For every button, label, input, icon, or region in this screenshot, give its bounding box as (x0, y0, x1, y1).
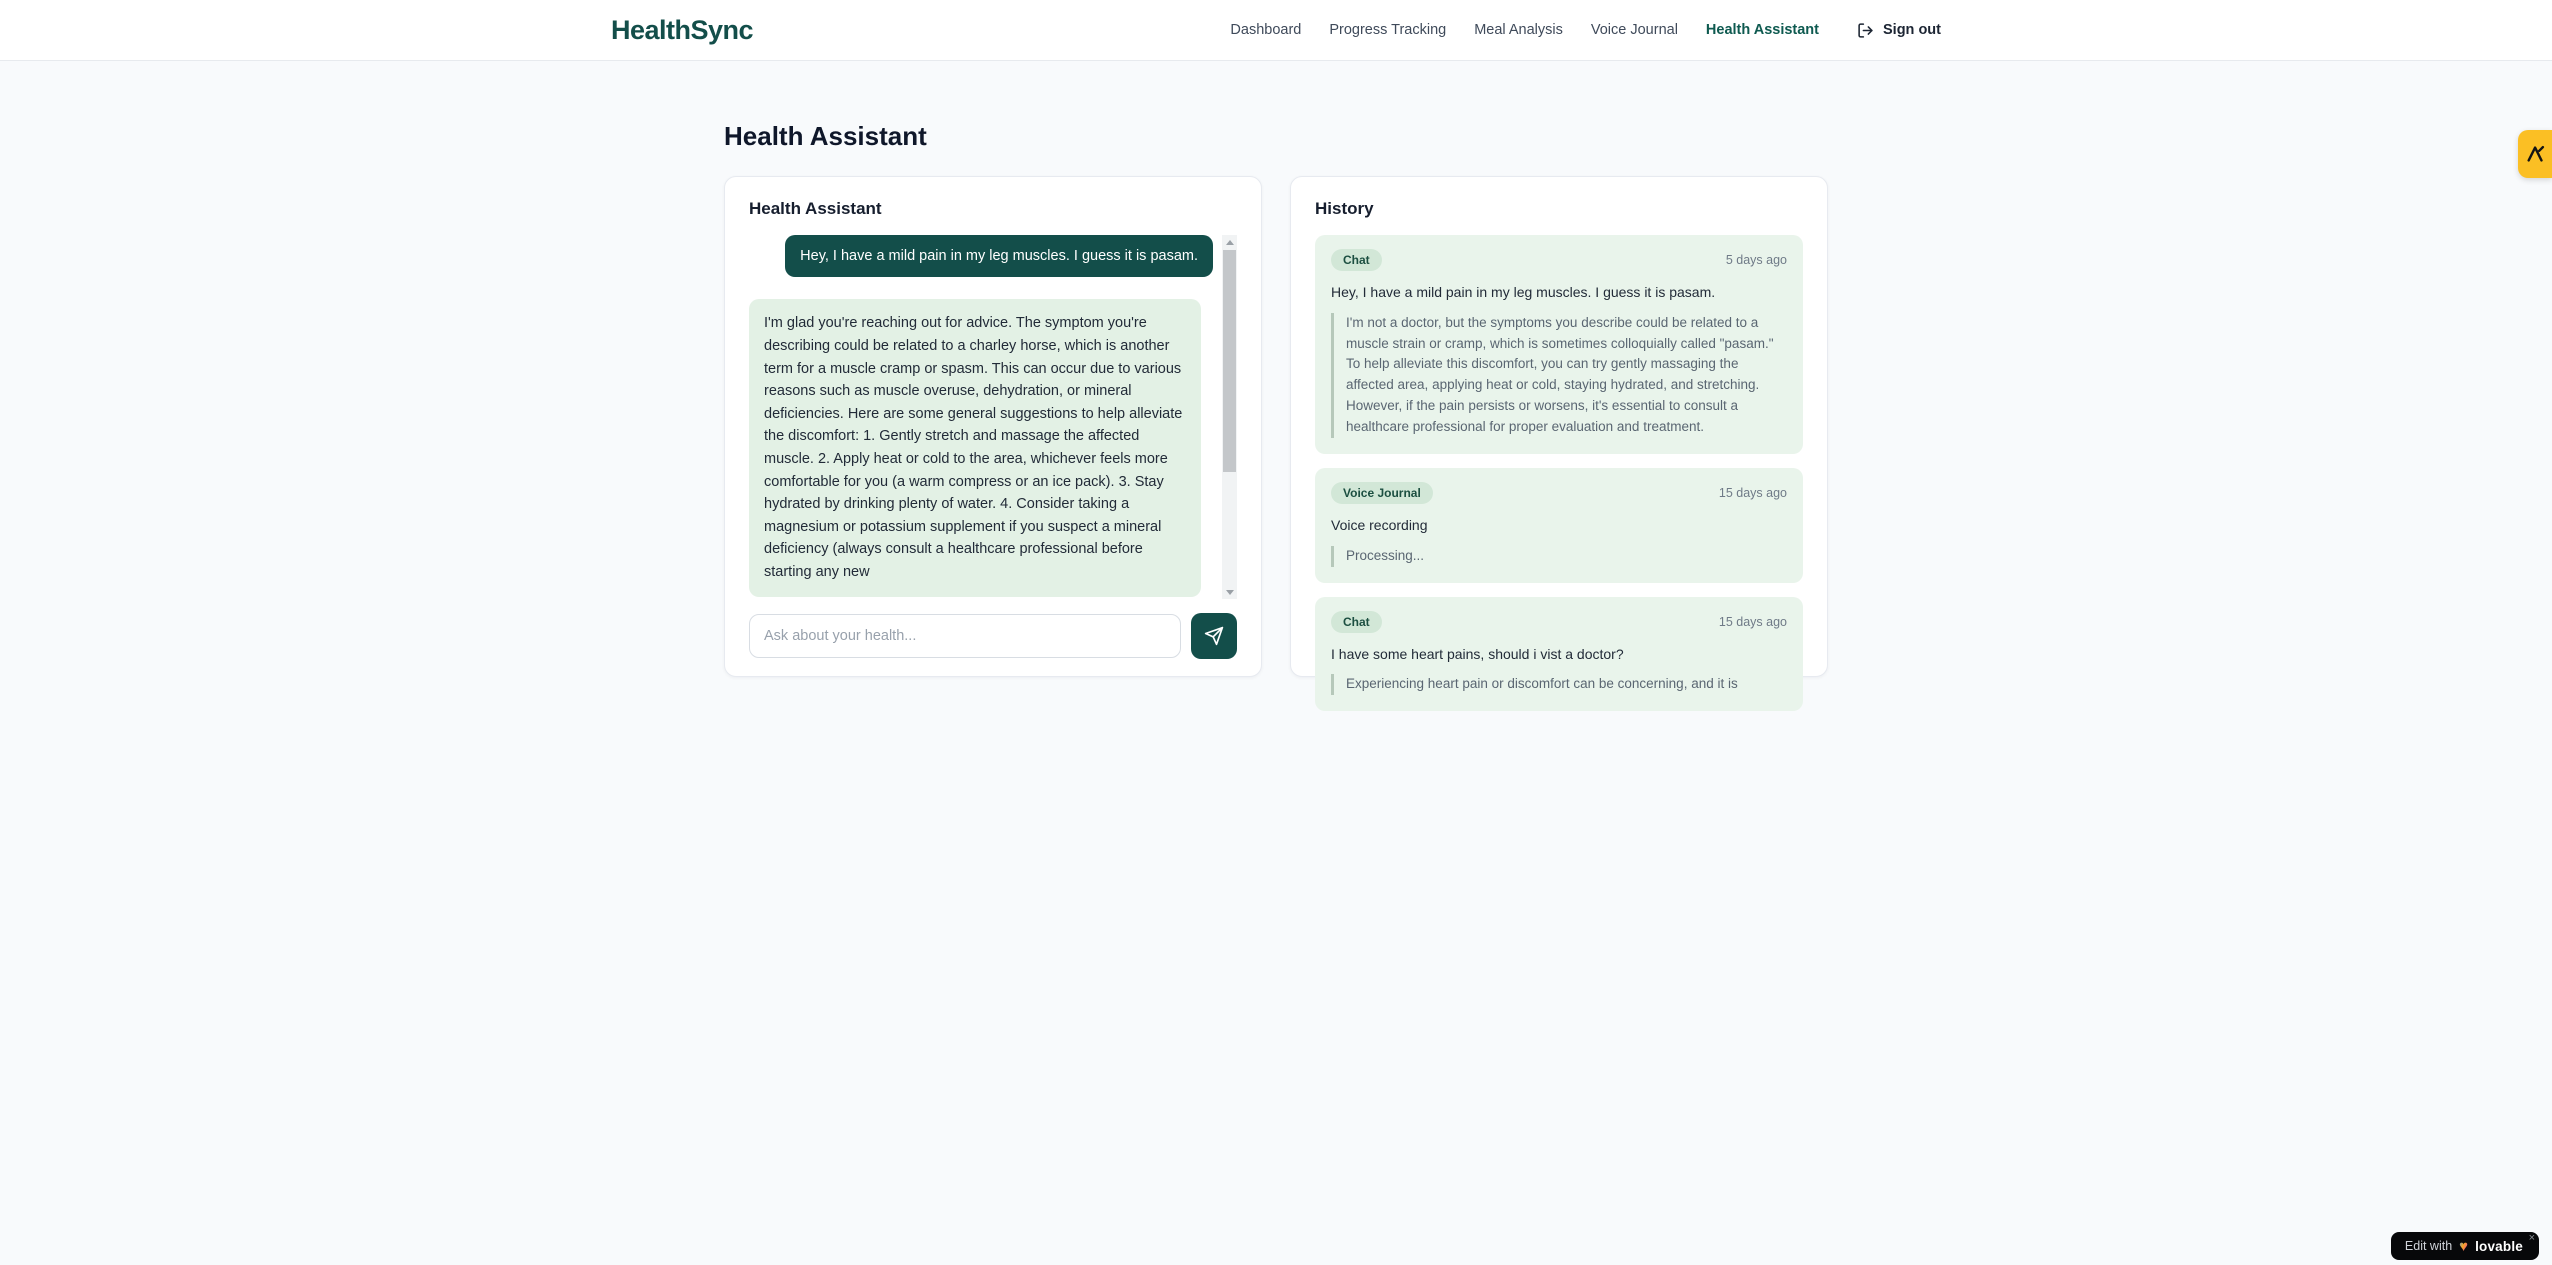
nav-meal-analysis[interactable]: Meal Analysis (1474, 22, 1563, 38)
lambda-logo-icon (2525, 143, 2547, 165)
send-button[interactable] (1191, 613, 1237, 659)
chat-message-list (749, 235, 1237, 599)
entry-type-badge: Chat (1331, 611, 1382, 633)
nav-voice-journal[interactable]: Voice Journal (1590, 22, 1678, 38)
nav-health-assistant[interactable]: Health Assistant (1705, 22, 1819, 38)
history-panel-title: History (1315, 199, 1374, 218)
sign-out-label: Sign out (1883, 22, 1941, 38)
chat-panel-title: Health Assistant (749, 199, 882, 218)
heart-icon: ♥ (2459, 1237, 2469, 1255)
edit-with-label: Edit with (2404, 1239, 2453, 1253)
chat-scrollbar[interactable] (1222, 235, 1237, 599)
scrollbar-down-arrow-icon[interactable] (1222, 585, 1237, 599)
entry-timestamp: 5 days ago (1725, 253, 1787, 267)
entry-content: Hey, I have a mild pain in my leg muscles. I guess it is pasam. (1331, 284, 1716, 300)
page-title: Health Assistant (724, 121, 927, 151)
entry-response-quote: Processing... (1331, 546, 1787, 567)
assistant-message-bubble: I'm glad you're reaching out for advice. The symptom you're describing could be related to a charley horse, which is another term for a muscle cramp or spasm. This can occur due to various reasons such as muscle overuse, dehydration, or mineral deficiencies. Here are some general suggestions to help alleviate the discomfort: 1. Gently stretch and massage the affected muscle. 2. Apply heat or cold to the area, whichever feels more comfortable for you (a warm compress or an ice pack). 3. Stay hydrated by drinking plenty of water. 4. Consider taking a magnesium or potassium supplement if you suspect a mineral deficiency (always consult a healthcare professional before starting any new (749, 299, 1201, 596)
lovable-brand-label: lovable (2475, 1238, 2523, 1254)
nav-progress-tracking[interactable]: Progress Tracking (1329, 22, 1447, 38)
entry-response-quote: Experiencing heart pain or discomfort can be concerning, and it is (1331, 674, 1787, 695)
user-message-bubble: Hey, I have a mild pain in my leg muscles. I guess it is pasam. (785, 235, 1213, 277)
edit-with-lovable-badge[interactable] (2391, 1232, 2539, 1260)
main-content (724, 61, 1828, 692)
app-logo[interactable]: HealthSync (611, 14, 754, 45)
entry-type-badge: Voice Journal (1331, 482, 1433, 504)
close-icon[interactable]: × (2528, 1232, 2535, 1244)
entry-type-badge: Chat (1331, 249, 1382, 271)
sign-out-button[interactable] (1857, 22, 1941, 39)
entry-timestamp: 15 days ago (1718, 614, 1787, 629)
top-header (0, 0, 2552, 61)
chat-panel (724, 176, 1262, 677)
send-icon (1204, 626, 1224, 646)
history-entry[interactable] (1315, 597, 1803, 712)
edge-widget-button[interactable] (2518, 130, 2552, 178)
entry-content: Voice recording (1331, 517, 1428, 534)
entry-response-quote: I'm not a doctor, but the symptoms you describe could be related to a muscle strain or cramp, which is sometimes colloquially called "pasam." To help alleviate this discomfort, you can try gently massaging the affected area, applying heat or cold, staying hydrated, and stretching. However, if the pain persists or worsens, it's essential to consult a healthcare professional for proper evaluation and treatment. (1331, 313, 1787, 439)
history-panel (1290, 176, 1828, 692)
scrollbar-up-arrow-icon[interactable] (1222, 235, 1237, 249)
entry-content: I have some heart pains, should i vist a doctor? (1331, 645, 1624, 662)
chat-input[interactable] (749, 614, 1181, 658)
nav-dashboard[interactable]: Dashboard (1230, 22, 1302, 38)
chat-scrollbar-thumb[interactable] (1223, 250, 1236, 472)
history-entry[interactable] (1315, 235, 1803, 454)
main-nav (1230, 22, 1941, 39)
history-entry[interactable] (1315, 468, 1803, 583)
entry-timestamp: 15 days ago (1718, 486, 1787, 501)
logout-icon (1857, 22, 1874, 39)
